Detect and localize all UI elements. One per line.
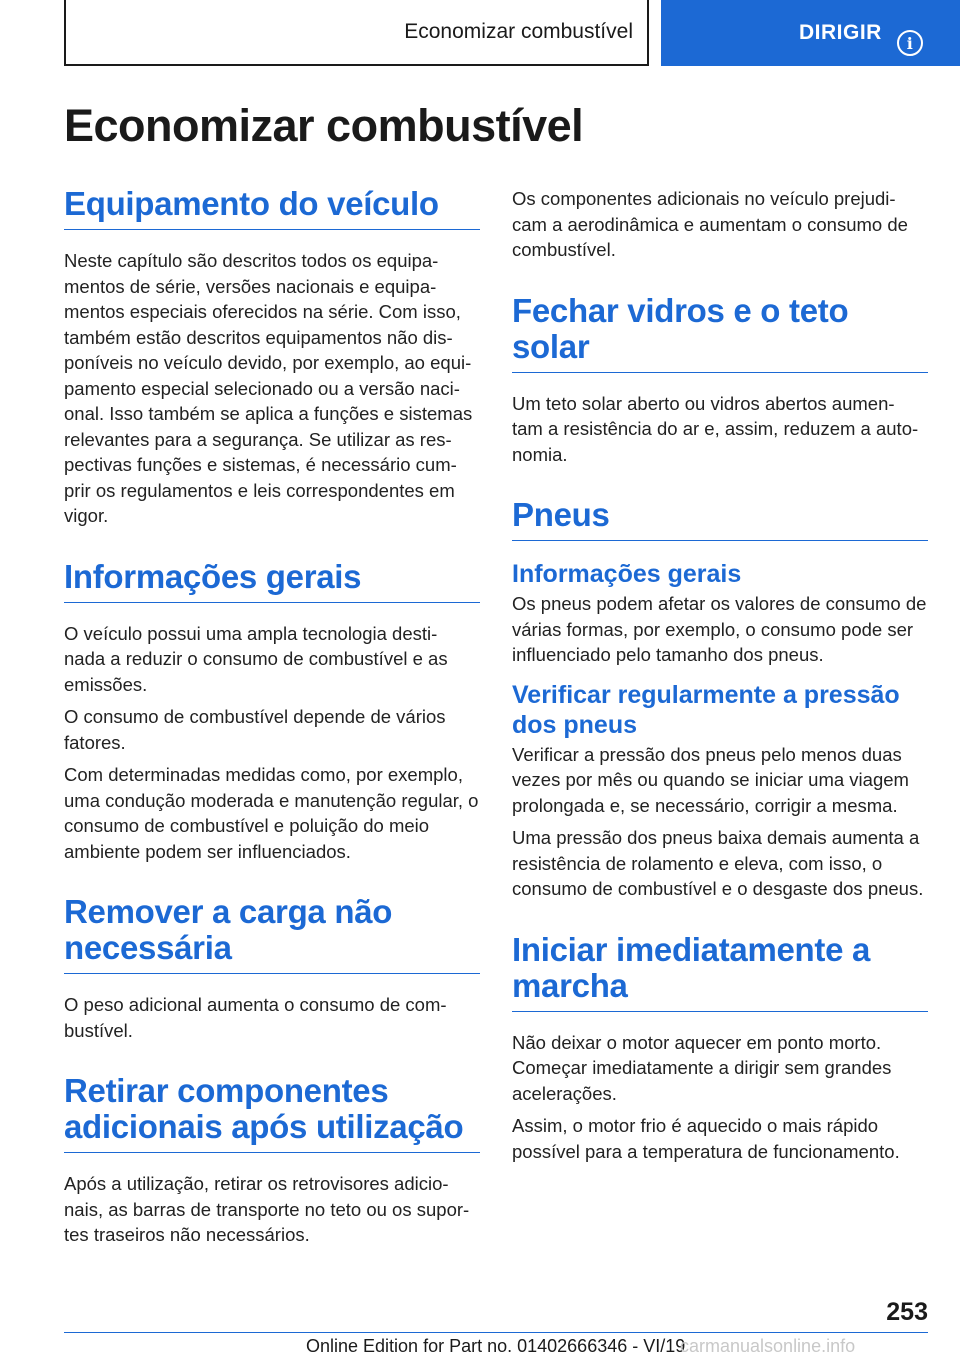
paragraph: Verificar a pressão dos pneus pelo menos duas vezes por mês ou quando se iniciar uma viagem prolongada e, se necessário, corrigir a mesma. [512,743,909,816]
page-number: 253 [886,1298,928,1326]
paragraph: O peso adicional aumenta o consumo de com‐ bustível. [64,994,447,1041]
subsection-title-tyres-general: Informações gerais [512,560,742,588]
footer-divider [64,1332,928,1333]
paragraph: Uma pressão dos pneus baixa demais aumenta a resistência de rolamento e eleva, com isso, o consumo de combustível e o desgaste dos pneus. [512,827,924,899]
paragraph: O veículo possui uma ampla tecnologia desti‐ nada a reduzir o consumo de combustível e as emissões. [64,622,448,695]
paragraph: Os pneus podem afetar os valores de consumo de várias formas, por exemplo, o consumo pode ser influenciado pelo tamanho dos pneus. [512,593,927,665]
section-title-remove-components: Retirar componentes adicionais após utilização [64,1073,480,1153]
section-title-tyres: Pneus [512,497,928,541]
section-title-close-windows: Fechar vidros e o teto solar [512,293,928,373]
paragraph: Um teto solar aberto ou vidros abertos aumen‐ tam a resistência do ar e, assim, reduzem a auto‐ nomia. [512,392,919,465]
header-section-title: Economizar combustível [404,20,633,43]
header-section-tab [64,0,649,66]
footer-edition: Online Edition for Part no. 01402666346 - VI/19 [306,1336,686,1356]
header-chapter-label: DIRIGIR [799,21,882,44]
section-title-remove-load: Remover a carga não necessária [64,894,480,974]
paragraph: Após a utilização, retirar os retrovisores adicio‐ nais, as barras de transporte no teto ou os supor‐ tes traseiros não necessários. [64,1173,470,1245]
info-icon[interactable]: i [897,30,923,56]
left-column [64,186,480,1255]
section-title-general-info: Informações gerais [64,559,480,603]
paragraph: Os componentes adicionais no veículo prejudi‐ cam a aerodinâmica e aumentam o consumo de combustível. [512,188,908,260]
subsection-title-tyre-pressure: Verificar regularmente a pressão dos pneus [512,680,900,739]
paragraph: Neste capítulo são descritos todos os equipa‐ mentos de série, versões nacionais e equipa‐ mentos especiais oferecidos na série. Com isso, também estão descritos equipamentos não dis‐ poníveis no veículo devido, por exemplo, ao equi‐ pamento especial selecionado ou a versão naci‐ onal. Isso também se aplica a funções e sistemas relevantes para a segurança. Se utilizar as res‐ pectivas funções e sistemas, é necessário cum‐ prir os regulamentos e leis correspondentes em vigor. [64,250,473,526]
watermark: carmanualsonline.info [680,1336,856,1356]
paragraph: Com determinadas medidas como, por exemplo, uma condução moderada e manutenção regular, o consumo de combustível e poluição do meio ambiente podem ser influenciados. [64,764,479,862]
paragraph: O consumo de combustível depende de vários fatores. [64,706,446,753]
paragraph: Não deixar o motor aquecer em ponto morto. Começar imediatamente a dirigir sem grandes acelerações. [512,1031,892,1104]
right-column [512,186,928,1171]
section-title-start-driving: Iniciar imediatamente a marcha [512,932,928,1012]
section-title-equipment: Equipamento do veículo [64,186,480,230]
header-chapter-tab[interactable] [661,0,960,66]
page-title: Economizar combustível [64,100,584,151]
paragraph: Assim, o motor frio é aquecido o mais rápido possível para a temperatura de funcionamento. [512,1115,900,1162]
